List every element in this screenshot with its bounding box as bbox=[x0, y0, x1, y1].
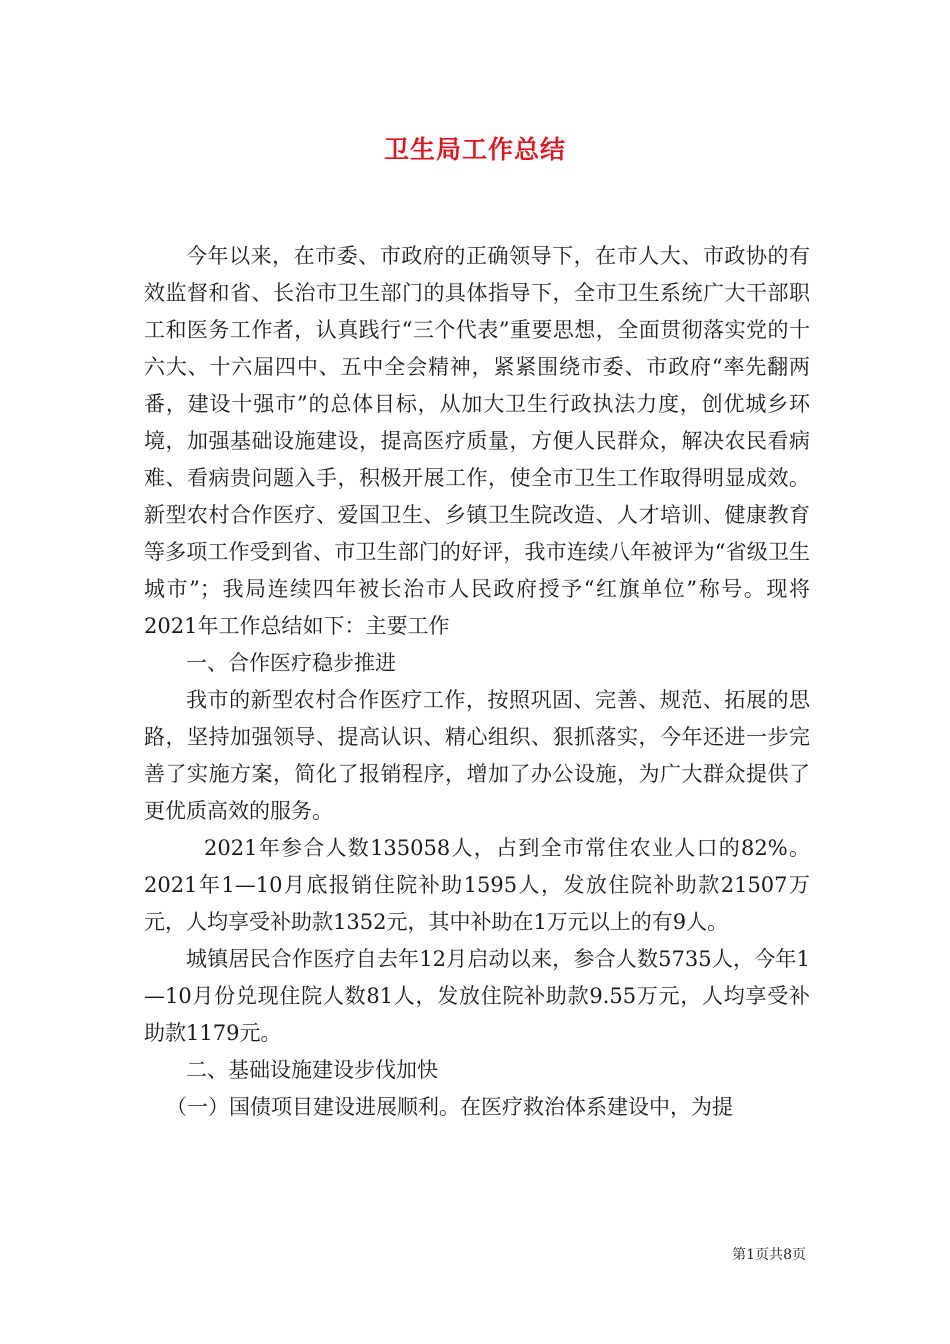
document-body bbox=[144, 238, 810, 1126]
page-indicator: 第1页共8页 bbox=[732, 1247, 806, 1263]
document-title: 卫生局工作总结 bbox=[383, 135, 566, 164]
section-heading-1: 一、合作医疗稳步推进 bbox=[186, 651, 396, 675]
section-heading-2: 二、基础设施建设步伐加快 bbox=[186, 1058, 438, 1082]
paragraph-statistics-2021: 2021年参合人数135058人，占到全市常住农业人口的82%。2021年1—10月底报销住院补助1595人，发放住院补助款21507万元，人均享受补助款1352元，其中补助在1万元以上的有9人。 bbox=[144, 836, 810, 934]
paragraph-intro: 今年以来，在市委、市政府的正确领导下，在市人大、市政协的有效监督和省、长治市卫生部门的具体指导下，全市卫生系统广大干部职工和医务工作者，认真践行“三个代表”重要思想，全面贯彻落实党的十六大、十六届四中、五中全会精神，紧紧围绕市委、市政府“率先翻两番，建设十强市”的总体目标，从加大卫生行政执法力度，创优城乡环境，加强基础设施建设，提高医疗质量，方便人民群众，解决农民看病难、看病贵问题入手，积极开展工作，使全市卫生工作取得明显成效。新型农村合作医疗、爱国卫生、乡镇卫生院改造、人才培训、健康教育等多项工作受到省、市卫生部门的好评，我市连续八年被评为“省级卫生城市”；我局连续四年被长治市人民政府授予“红旗单位”称号。现将2021年工作总结如下：主要工作 bbox=[144, 244, 810, 638]
paragraph-cooperative-medical: 我市的新型农村合作医疗工作，按照巩固、完善、规范、拓展的思路，坚持加强领导、提高认识、精心组织、狠抓落实，今年还进一步完善了实施方案，简化了报销程序，增加了办公设施，为广大群众提供了更优质高效的服务。 bbox=[144, 688, 810, 823]
paragraph-urban-residents: 城镇居民合作医疗自去年12月启动以来，参合人数5735人，今年1—10月份兑现住院人数81人，发放住院补助款9.55万元，人均享受补助款1179元。 bbox=[144, 947, 810, 1045]
paragraph-bond-projects: （一）国债项目建设进展顺利。在医疗救治体系建设中，为提 bbox=[166, 1095, 733, 1119]
